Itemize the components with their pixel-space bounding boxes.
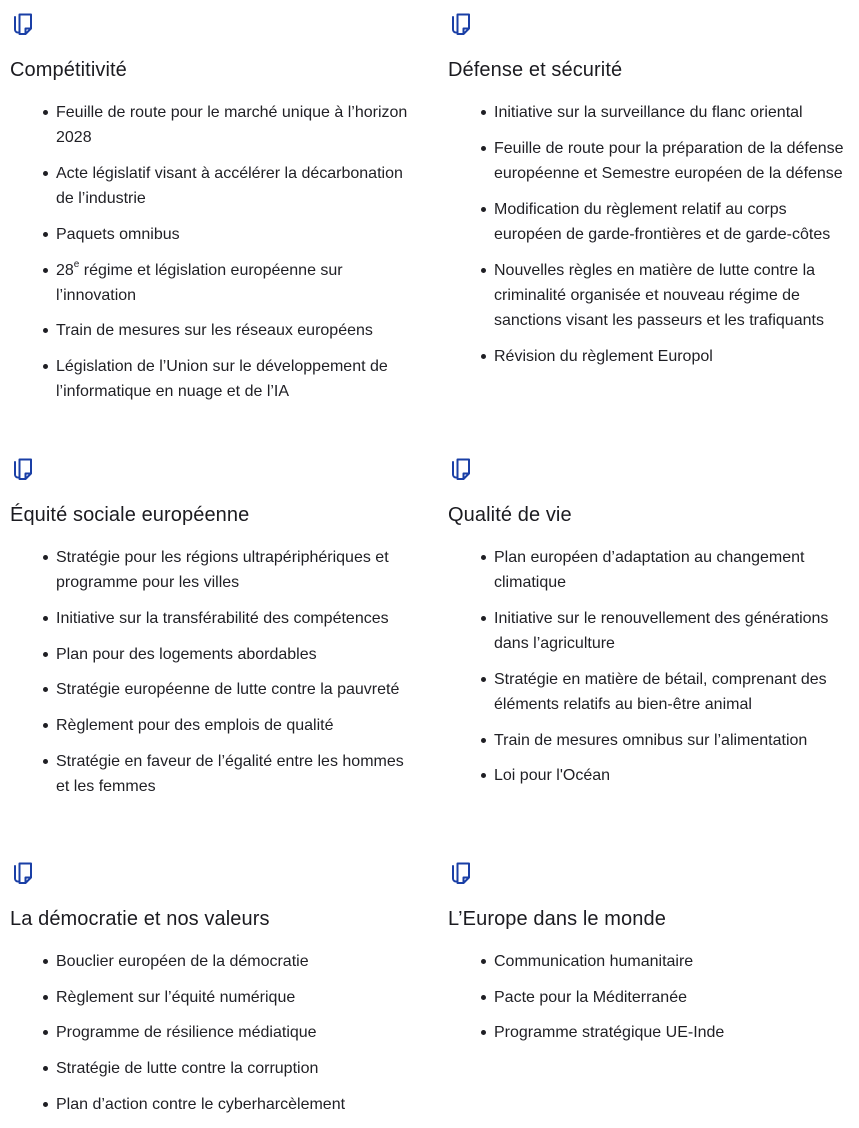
list-item <box>56 677 420 702</box>
list-item <box>56 354 420 404</box>
list-item <box>56 161 420 211</box>
list-item-text: Plan d’action contre le cyberharcèlement <box>56 1095 346 1113</box>
section-title: La démocratie et nos valeurs <box>10 908 270 930</box>
section-title: Défense et sécurité <box>448 59 623 81</box>
list-item <box>56 1056 345 1081</box>
list-item <box>494 606 853 656</box>
list-item-text: Communication humanitaire <box>494 953 694 970</box>
list-item <box>494 545 853 595</box>
list-item-number: 28 <box>56 261 74 279</box>
list-item-text: Acte législatif visant à accélérer la décarbonation de l’industrie <box>56 164 403 208</box>
list-item-text: Stratégie en matière de bétail, comprenant des éléments relatifs au bien-être animal <box>494 670 827 714</box>
list-item-text: Programme stratégique UE-Inde <box>494 1024 725 1042</box>
bullet-list <box>56 949 345 1128</box>
list-item <box>56 749 420 799</box>
list-item-text: Règlement pour des emplois de qualité <box>56 717 334 735</box>
list-item <box>56 100 420 150</box>
list-item <box>494 344 853 369</box>
list-item <box>494 728 853 753</box>
list-item <box>494 763 853 788</box>
list-item-text: Règlement sur l’équité numérique <box>56 988 296 1006</box>
document-copy-icon <box>12 458 36 484</box>
bullet-list <box>56 100 420 415</box>
list-item-text: Initiative sur la surveillance du flanc oriental <box>494 104 803 121</box>
section-title: Qualité de vie <box>448 504 572 526</box>
list-item <box>56 949 345 974</box>
list-item-text: Plan européen d’adaptation au changement climatique <box>494 549 805 592</box>
list-item-superscript: e <box>73 259 80 271</box>
list-item-text: Nouvelles règles en matière de lutte contre la criminalité organisée et nouveau régime de sanctions visant les passeurs et les trafiquants <box>494 261 824 329</box>
document-copy-icon <box>12 862 36 888</box>
list-item <box>494 949 724 974</box>
list-item-text: Initiative sur le renouvellement des générations dans l’agriculture <box>494 609 829 653</box>
list-item-text: Stratégie pour les régions ultrapériphériques et programme pour les villes <box>56 549 389 592</box>
list-item-text: Modification du règlement relatif au corps européen de garde-frontières et de garde-côtes <box>494 200 831 243</box>
list-item-text: Bouclier européen de la démocratie <box>56 953 309 970</box>
list-item-text: Feuille de route pour le marché unique à l’horizon 2028 <box>56 104 408 147</box>
list-item-text: Loi pour l'Océan <box>494 767 611 785</box>
list-item-text: Plan pour des logements abordables <box>56 645 317 663</box>
list-item <box>56 642 420 667</box>
list-item <box>56 222 420 247</box>
list-item-text: régime et législation européenne sur l’innovation <box>56 261 343 304</box>
list-item <box>494 985 724 1010</box>
list-item <box>494 1020 724 1045</box>
list-item <box>56 985 345 1010</box>
list-item-text: Pacte pour la Méditerranée <box>494 988 687 1006</box>
bullet-list <box>56 545 420 810</box>
list-item <box>494 197 853 247</box>
list-item-text: Stratégie en faveur de l’égalité entre les hommes et les femmes <box>56 752 404 795</box>
document-copy-icon <box>12 13 36 39</box>
list-item-text: Stratégie de lutte contre la corruption <box>56 1060 319 1078</box>
document-copy-icon <box>450 13 474 39</box>
document-copy-icon <box>450 458 474 484</box>
list-item <box>494 136 853 186</box>
list-item <box>56 1020 345 1045</box>
list-item-text: Paquets omnibus <box>56 225 180 243</box>
list-item-text: Train de mesures sur les réseaux européens <box>56 322 373 340</box>
bullet-list <box>494 100 853 379</box>
list-item-text: Révision du règlement Europol <box>494 347 713 365</box>
list-item <box>494 100 853 125</box>
list-item <box>56 606 420 631</box>
bullet-list <box>494 949 724 1056</box>
list-item <box>494 258 853 334</box>
bullet-list <box>494 545 853 799</box>
section-title: Équité sociale européenne <box>10 504 250 526</box>
list-item <box>56 258 420 308</box>
list-item-text: Feuille de route pour la préparation de la défense européenne et Semestre européen de la défense <box>494 139 844 182</box>
list-item <box>56 318 420 343</box>
list-item-text: Législation de l’Union sur le développement de l’informatique en nuage et de l’IA <box>56 358 388 401</box>
section-title: Compétitivité <box>10 59 127 81</box>
list-item-text: Programme de résilience médiatique <box>56 1024 317 1042</box>
document-copy-icon <box>450 862 474 888</box>
section-title: L’Europe dans le monde <box>448 908 666 930</box>
list-item-text: Initiative sur la transférabilité des compétences <box>56 609 389 627</box>
list-item <box>56 713 420 738</box>
list-item <box>494 667 853 717</box>
list-item-text: Stratégie européenne de lutte contre la pauvreté <box>56 681 400 699</box>
list-item-text: Train de mesures omnibus sur l’alimentation <box>494 731 808 749</box>
list-item <box>56 545 420 595</box>
list-item <box>56 1092 345 1117</box>
